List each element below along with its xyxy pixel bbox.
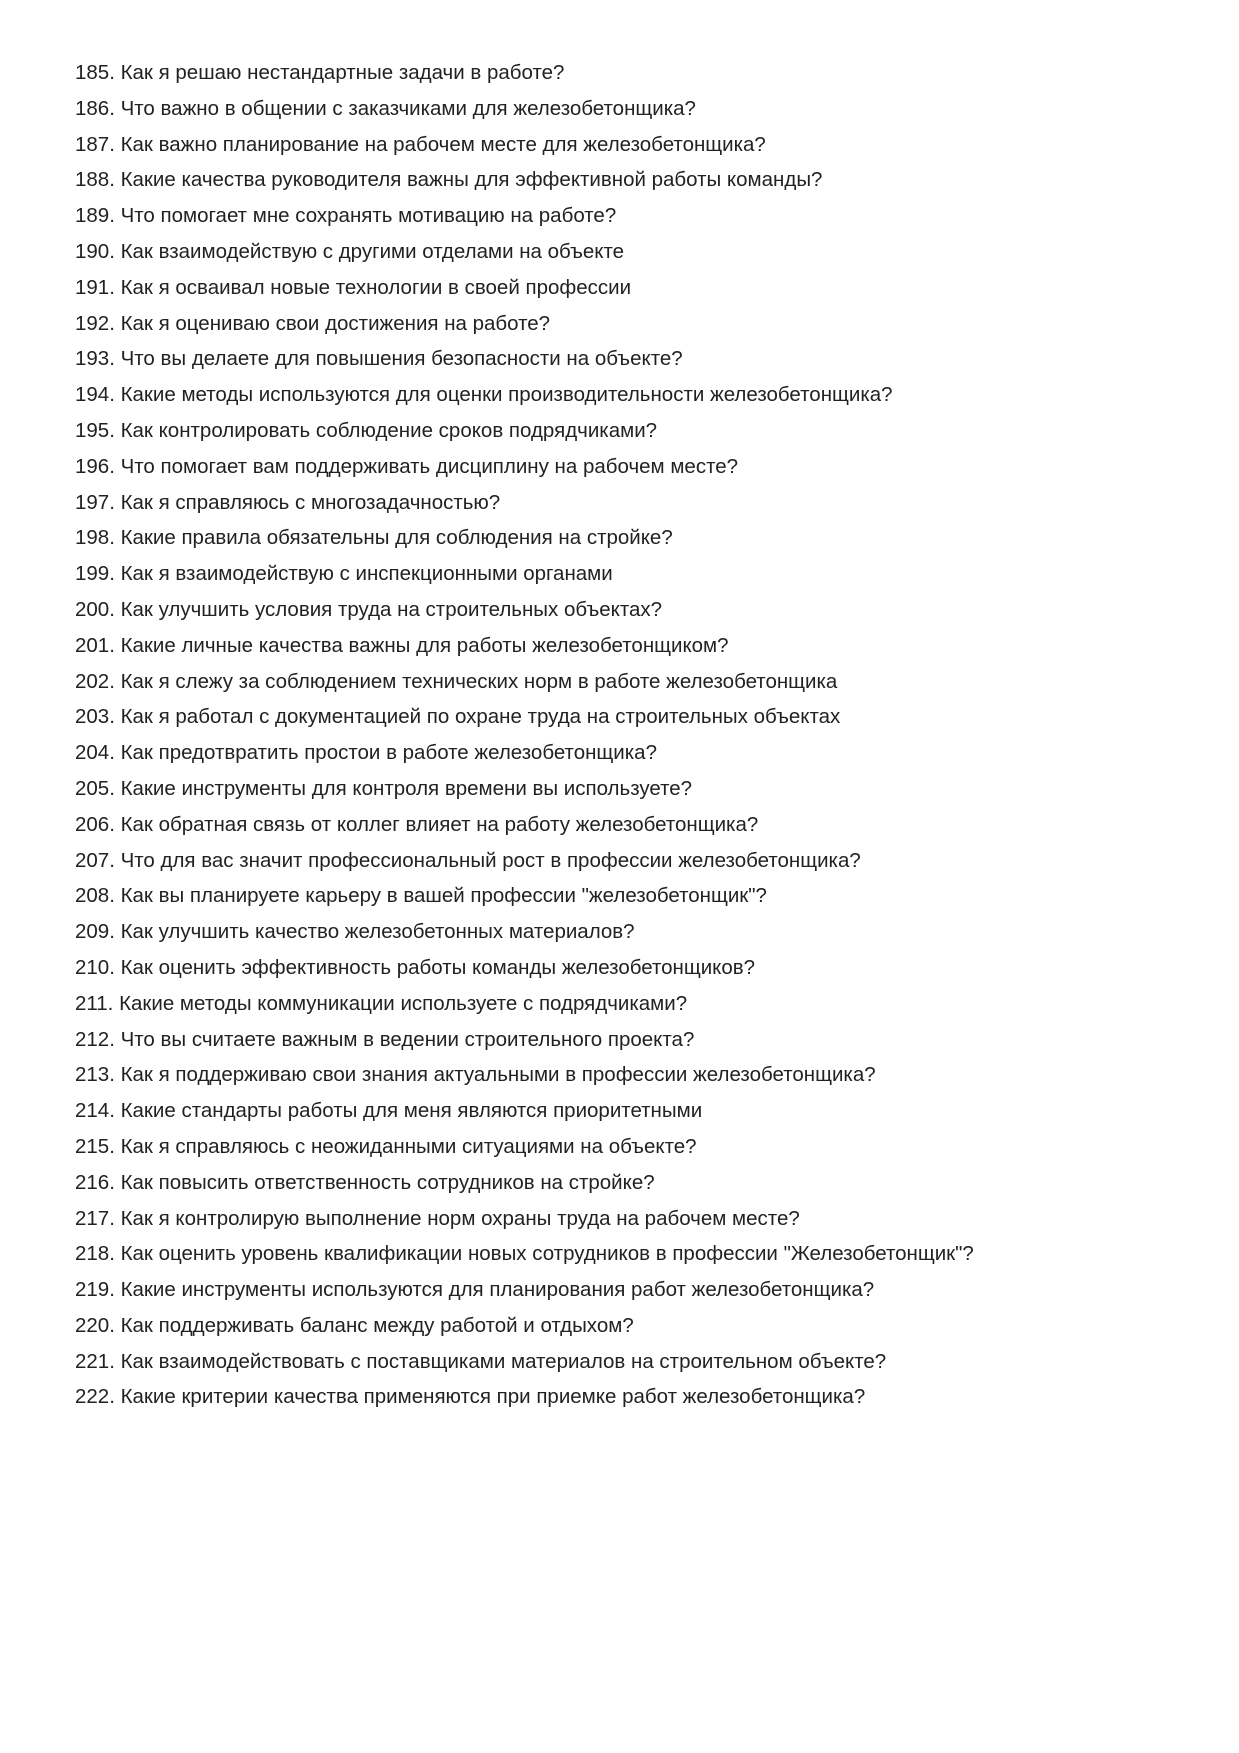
list-item: 208. Как вы планируете карьеру в вашей профессии "железобетонщик"?	[75, 884, 767, 908]
list-item: 212. Что вы считаете важным в ведении строительного проекта?	[75, 1027, 695, 1051]
list-item: 186. Что важно в общении с заказчиками для железобетонщика?	[75, 96, 696, 120]
list-item: 216. Как повысить ответственность сотрудников на стройке?	[75, 1170, 655, 1194]
list-item: 188. Какие качества руководителя важны для эффективной работы команды?	[75, 168, 823, 192]
list-item: 204. Как предотвратить простои в работе железобетонщика?	[75, 741, 657, 765]
list-item: 221. Как взаимодействовать с поставщиками материалов на строительном объекте?	[75, 1349, 887, 1373]
list-item: 205. Какие инструменты для контроля времени вы используете?	[75, 776, 693, 800]
list-item: 222. Какие критерии качества применяются при приемке работ железобетонщика?	[75, 1385, 866, 1409]
list-item: 187. Как важно планирование на рабочем месте для железобетонщика?	[75, 132, 766, 156]
list-item: 207. Что для вас значит профессиональный рост в профессии железобетонщика?	[75, 848, 861, 872]
list-item: 195. Как контролировать соблюдение сроков подрядчиками?	[75, 418, 658, 442]
list-item: 189. Что помогает мне сохранять мотивацию на работе?	[75, 204, 617, 228]
list-item: 196. Что помогает вам поддерживать дисциплину на рабочем месте?	[75, 454, 739, 478]
list-item: 200. Как улучшить условия труда на строительных объектах?	[75, 597, 663, 621]
list-item: 217. Как я контролирую выполнение норм охраны труда на рабочем месте?	[75, 1206, 800, 1230]
list-item: 203. Как я работал с документацией по охране труда на строительных объектах	[75, 705, 841, 729]
list-item: 211. Какие методы коммуникации используете с подрядчиками?	[75, 991, 688, 1015]
question-list	[75, 55, 990, 1415]
list-item: 193. Что вы делаете для повышения безопасности на объекте?	[75, 347, 683, 371]
list-item: 213. Как я поддерживаю свои знания актуальными в профессии железобетонщика?	[75, 1063, 876, 1087]
list-item: 209. Как улучшить качество железобетонных материалов?	[75, 920, 635, 944]
list-item: 219. Какие инструменты используются для планирования работ железобетонщика?	[75, 1278, 875, 1302]
list-item: 214. Какие стандарты работы для меня являются приоритетными	[75, 1099, 703, 1123]
list-item: 202. Как я слежу за соблюдением технических норм в работе железобетонщика	[75, 669, 838, 693]
list-item: 191. Как я осваивал новые технологии в своей профессии	[75, 275, 632, 299]
list-item: 215. Как я справляюсь с неожиданными ситуациями на объекте?	[75, 1134, 697, 1158]
list-item: 194. Какие методы используются для оценки производительности железобетонщика?	[75, 383, 893, 407]
list-item: 192. Как я оцениваю свои достижения на работе?	[75, 311, 551, 335]
list-item: 190. Как взаимодействую с другими отделами на объекте	[75, 239, 625, 263]
list-item: 220. Как поддерживать баланс между работой и отдыхом?	[75, 1313, 634, 1337]
list-item: 210. Как оценить эффективность работы команды железобетонщиков?	[75, 955, 756, 979]
list-item: 201. Какие личные качества важны для работы железобетонщиком?	[75, 633, 729, 657]
list-item: 185. Как я решаю нестандартные задачи в работе?	[75, 61, 565, 84]
list-item: 199. Как я взаимодействую с инспекционными органами	[75, 562, 613, 586]
list-item: 206. Как обратная связь от коллег влияет на работу железобетонщика?	[75, 812, 759, 836]
list-item: 198. Какие правила обязательны для соблюдения на стройке?	[75, 526, 673, 550]
list-item: 218. Как оценить уровень квалификации новых сотрудников в профессии "Железобетонщик"?	[75, 1242, 974, 1266]
list-item: 197. Как я справляюсь с многозадачностью?	[75, 490, 501, 514]
